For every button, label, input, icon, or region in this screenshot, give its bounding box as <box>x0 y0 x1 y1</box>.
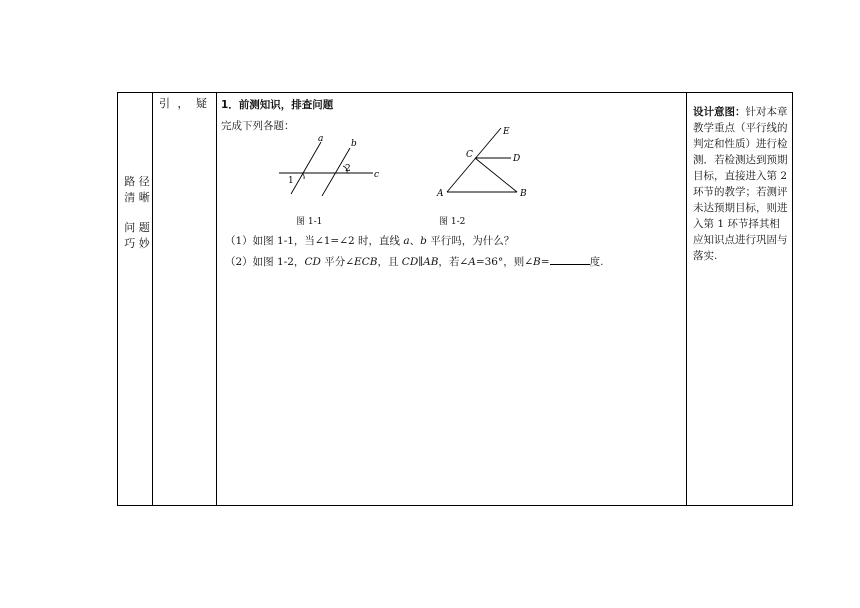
phase-line-3: 问 题 <box>124 221 150 234</box>
table-border-left <box>117 92 118 506</box>
answer-blank[interactable] <box>550 254 590 265</box>
table-divider-1 <box>152 92 153 506</box>
q2-ecb: ECB <box>354 256 378 268</box>
figure-1-2 <box>435 126 535 198</box>
phase-label <box>121 174 153 252</box>
q2-t5: =36°，则∠ <box>475 256 534 268</box>
q1-prefix: （1）如图 1-1，当∠1=∠2 时，直线 <box>225 235 404 247</box>
phase-line-1: 路 径 <box>124 175 150 188</box>
q2-t7: 度. <box>589 256 604 268</box>
design-intent-label: 设计意图： <box>693 106 746 118</box>
table-divider-2 <box>216 92 217 506</box>
q2-a: A <box>468 256 476 268</box>
table-border-right <box>792 92 793 506</box>
lesson-table <box>117 92 793 506</box>
label-b: b <box>351 139 357 149</box>
intro-text: 完成下列各题： <box>221 120 295 132</box>
question-2 <box>225 254 603 269</box>
label-D: D <box>513 154 521 164</box>
design-intent-text: 针对本章教学重点（平行线的判定和性质）进行检测．若检测达到预期目标，直接进入第 2 环节的教学；若测评未达预期目标，则进入第 1 环节择其相应知识点进行巩固与落实. <box>693 106 788 262</box>
q2-cd: CD <box>304 256 321 268</box>
label-a: a <box>318 134 324 144</box>
q2-t6: = <box>540 256 550 268</box>
label-c: c <box>374 170 380 180</box>
line-a <box>291 142 321 194</box>
q2-t3: ∥ <box>418 256 424 268</box>
question-1 <box>225 233 514 248</box>
q2-prefix: （2）如图 1-2， <box>225 256 305 268</box>
label-B: B <box>520 189 527 198</box>
q1-suffix: 平行吗，为什么？ <box>426 235 515 247</box>
label-E: E <box>503 127 510 137</box>
q1-var-b: b <box>420 235 427 247</box>
q1-sep: 、 <box>409 235 421 247</box>
design-intent <box>693 104 789 264</box>
phase-line-4: 巧 妙 <box>124 237 150 250</box>
section-title: 1．前测知识，排查问题 <box>221 99 334 111</box>
q2-ab: AB <box>423 256 439 268</box>
q2-t2: ，且 <box>377 256 402 268</box>
phase-line-2: 清 晰 <box>124 191 150 204</box>
segment-ae <box>447 128 501 192</box>
label-A: A <box>437 189 444 198</box>
q2-cd2: CD <box>401 256 419 268</box>
q2-t4: ，若∠ <box>438 256 469 268</box>
figure-1-1-caption: 图 1-1 <box>296 217 323 227</box>
segment-cb <box>475 158 517 192</box>
label-C: C <box>466 150 473 160</box>
label-2: 2 <box>345 164 351 174</box>
q1-var-a: a <box>403 235 410 247</box>
q2-b: B <box>533 256 541 268</box>
stage-label: 引 ， 疑 <box>159 97 209 110</box>
table-divider-3 <box>686 92 687 506</box>
figure-1-1 <box>277 130 387 196</box>
figure-1-2-caption: 图 1-2 <box>439 217 466 227</box>
table-border-bottom <box>117 505 793 506</box>
q2-t1: 平分∠ <box>320 256 355 268</box>
label-1: 1 <box>288 176 294 186</box>
table-border-top <box>117 92 793 93</box>
